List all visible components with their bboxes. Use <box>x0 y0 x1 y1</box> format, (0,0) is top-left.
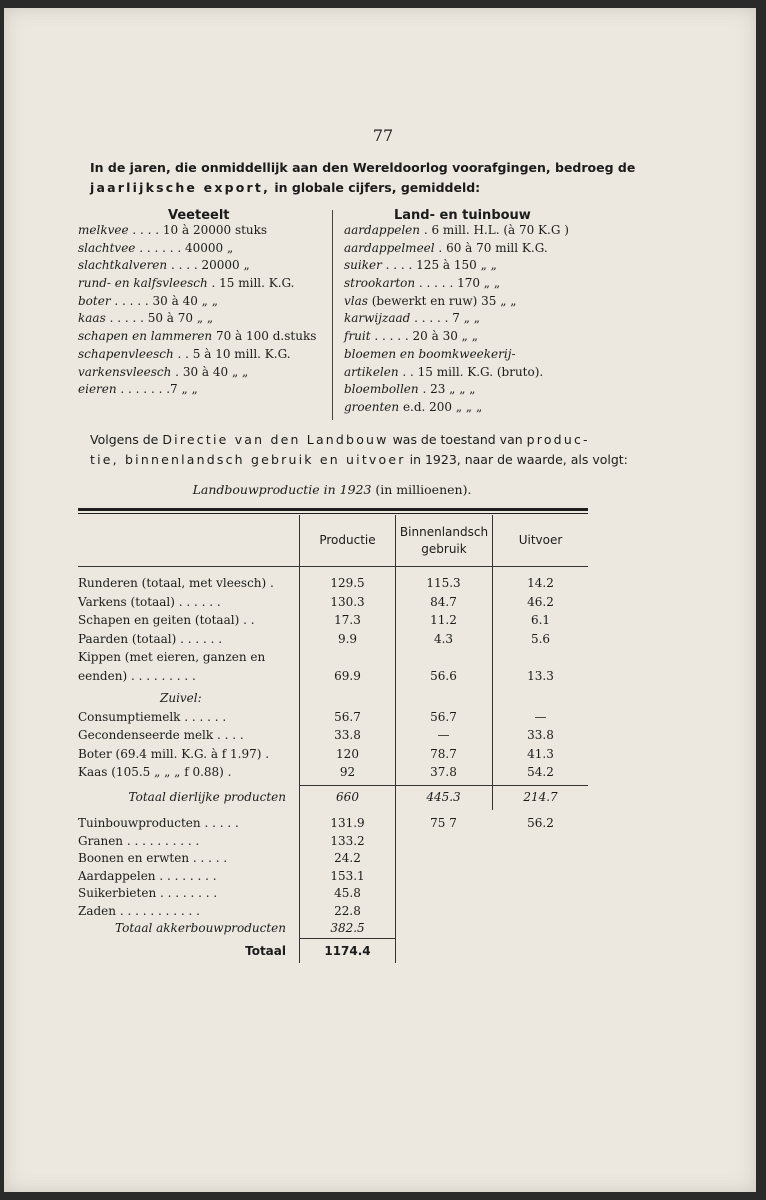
veeteelt-item-value: 5 à 10 mill. K.G. <box>188 346 291 361</box>
table-cell-u: 33.8 <box>527 728 554 742</box>
veeteelt-item-dots: . . . . . <box>110 293 149 308</box>
table-row-label: Paarden (totaal) . . . . . . <box>78 631 223 646</box>
intro-line-2 <box>90 178 590 198</box>
caption-italic: Landbouwproductie in 1923 <box>192 482 372 497</box>
table-cell-b: 75 7 <box>430 816 457 830</box>
table-cell-p: 153.1 <box>330 868 365 883</box>
table-row-label: Aardappelen . . . . . . . . <box>78 868 217 883</box>
veeteelt-item-name: eieren <box>78 382 117 397</box>
veeteelt-item-name: schapenvleesch <box>78 346 174 361</box>
table-cell-u: 54.2 <box>527 765 554 779</box>
tuinbouw-item <box>344 328 594 346</box>
table-row-label: Varkens (totaal) . . . . . . <box>78 594 221 609</box>
tuinbouw-item-value: e.d. 200 „ „ „ <box>399 399 483 414</box>
table-row-label: Gecondenseerde melk . . . . <box>78 728 244 742</box>
p2-end: in 1923, naar de waarde, als volgt: <box>405 452 628 467</box>
table-cell-p: 130.3 <box>330 594 365 609</box>
table-cell-p: 382.5 <box>330 921 365 935</box>
veeteelt-item-dots: . . . . . <box>105 311 144 326</box>
veeteelt-list <box>78 222 328 399</box>
tuinbouw-item-name: aardappelmeel <box>344 240 435 255</box>
veeteelt-item-value: 30 à 40 „ „ <box>148 293 218 308</box>
table-cell-u: 5.6 <box>530 631 551 646</box>
second-paragraph-line-1 <box>90 430 600 450</box>
p1-end: was de toestand van <box>388 432 527 447</box>
p1: Volgens de <box>90 432 163 447</box>
table-cell-p: 120 <box>336 746 359 761</box>
veeteelt-item <box>78 346 328 364</box>
tuinbouw-item <box>344 381 594 399</box>
total-rule <box>300 938 395 939</box>
tuinbouw-item-dots: . . . . <box>381 258 413 273</box>
table-top-rule <box>78 508 588 511</box>
veeteelt-header: Veeteelt <box>168 208 230 223</box>
tuinbouw-item-value: 23 „ „ „ <box>426 382 476 397</box>
page-number: 77 <box>372 126 394 145</box>
table-row-label: Granen . . . . . . . . . . <box>78 833 200 848</box>
tuinbouw-item <box>344 399 594 417</box>
veeteelt-item <box>78 364 328 382</box>
tuinbouw-item-value: 20 à 30 „ „ <box>408 329 478 344</box>
table-row-label: Boter (69.4 mill. K.G. à f 1.97) . <box>78 746 270 761</box>
tuinbouw-item-name: fruit <box>344 329 371 344</box>
tuinbouw-item-name: vlas <box>344 293 368 308</box>
tuinbouw-item <box>344 240 594 258</box>
tuinbouw-item <box>344 222 594 240</box>
intro-line-1: In de jaren, die onmiddellijk aan den Wereldoorlog voorafgingen, bedroeg de <box>90 160 636 175</box>
veeteelt-item-dots: . . . . . . <box>135 240 182 255</box>
table-cell-u: 46.2 <box>527 594 554 609</box>
table-cell-p: 17.3 <box>334 613 361 627</box>
table-cell-u: 214.7 <box>523 789 558 804</box>
tuinbouw-item-dots: . . . . . <box>410 311 449 326</box>
tuinbouw-item-name: artikelen <box>344 364 399 379</box>
veeteelt-item-value: 70 à 100 d.stuks <box>212 329 317 344</box>
tuinbouw-item-value: 170 „ „ <box>453 276 501 291</box>
veeteelt-item-name: slachtkalveren <box>78 258 168 273</box>
table-row-label: Zaden . . . . . . . . . . . <box>78 903 200 918</box>
veeteelt-item-value: 50 à 70 „ „ <box>143 311 214 326</box>
veeteelt-item <box>78 275 328 293</box>
veeteelt-item-value: 10 à 20000 stuks <box>159 223 268 237</box>
tuinbouw-item-name: groenten <box>344 399 400 414</box>
table-cell-p: 24.2 <box>334 851 361 865</box>
tuinbouw-item-dots: . . <box>398 364 414 379</box>
table-row-label: Suikerbieten . . . . . . . . <box>78 886 218 900</box>
table-cell-b: 4.3 <box>433 631 454 646</box>
table-row-label: Boonen en erwten . . . . . <box>78 851 228 865</box>
tuinbouw-item-name: karwijzaad <box>344 311 411 326</box>
table-cell-p: 9.9 <box>337 631 358 646</box>
table-cell-u: 41.3 <box>527 746 554 761</box>
caption-rest: (in millioenen). <box>371 482 472 497</box>
table-cell-p: 22.8 <box>334 903 361 918</box>
tuinbouw-item-value: 6 mill. H.L. (à 70 K.G ) <box>427 223 569 237</box>
tuinbouw-item-value: (bewerkt en ruw) 35 „ „ <box>367 293 517 308</box>
tuinbouw-item-dots: . <box>418 382 427 397</box>
veeteelt-item-name: kaas <box>78 311 106 326</box>
tuinbouw-item <box>344 310 594 328</box>
table-row-label: Consumptiemelk . . . . . . <box>78 709 227 724</box>
table-caption <box>0 482 664 497</box>
table-cell-u: 56.2 <box>527 816 554 830</box>
tuinbouw-header: Land- en tuinbouw <box>394 208 531 223</box>
column-separator <box>332 210 333 420</box>
veeteelt-item-dots: . . . . <box>167 258 198 273</box>
veeteelt-item-dots: . . <box>173 346 189 361</box>
tuinbouw-item-value: 15 mill. K.G. (bruto). <box>413 364 544 379</box>
table-cell-p: 92 <box>339 765 356 779</box>
tuinbouw-item-name: strookarton <box>344 276 416 291</box>
veeteelt-item-value: 20000 „ <box>197 258 250 273</box>
tuinbouw-item-name: bloembollen <box>344 382 419 397</box>
veeteelt-item-dots: . <box>171 364 179 379</box>
zuivel-label: Zuivel: <box>160 691 202 705</box>
table-cell-p: 33.8 <box>334 728 361 742</box>
table-cell-p: 45.8 <box>334 886 361 900</box>
table-cell-u: 13.3 <box>527 668 554 683</box>
table-row-label: Kippen (met eieren, ganzen en <box>78 650 266 664</box>
veeteelt-item-value: 7 „ „ <box>170 382 198 397</box>
table-row-label: Totaal akkerbouwproducten <box>115 921 286 935</box>
tuinbouw-item-name: aardappelen <box>344 223 421 237</box>
table-cell-p: 133.2 <box>330 833 365 848</box>
table-cell-b: 56.6 <box>430 668 457 683</box>
table-cell-p: 56.7 <box>334 709 361 724</box>
table-cell-p: 69.9 <box>334 668 361 683</box>
table-row-label: Kaas (105.5 „ „ „ f 0.88) . <box>78 765 232 779</box>
col-header-uitvoer: Uitvoer <box>518 533 563 547</box>
table-cell-p: 660 <box>336 789 359 804</box>
subtotal-rule <box>300 785 588 786</box>
table-row-label: Totaal dierlijke producten <box>128 789 286 804</box>
tuinbouw-item-value: 60 à 70 mill K.G. <box>442 240 548 255</box>
tuinbouw-item-dots: . <box>434 240 443 255</box>
table-cell-u: 6.1 <box>530 613 551 627</box>
second-paragraph-line-2 <box>90 450 628 470</box>
table-cell-b: 11.2 <box>430 613 457 627</box>
veeteelt-item <box>78 222 328 240</box>
intro-line-2-rest: in globale cijfers, gemiddeld: <box>270 180 481 195</box>
table-row-label: eenden) . . . . . . . . . <box>78 668 196 683</box>
veeteelt-item <box>78 257 328 275</box>
table-cell-b: 115.3 <box>426 576 461 590</box>
veeteelt-item-name: melkvee <box>78 223 129 237</box>
veeteelt-item <box>78 381 328 399</box>
veeteelt-item-dots: . . . . . . . <box>116 382 171 397</box>
table-row-label: Tuinbouwproducten . . . . . <box>78 816 239 830</box>
tuinbouw-item <box>344 364 594 382</box>
veeteelt-item <box>78 293 328 311</box>
table-row-label: Schapen en geiten (totaal) . . <box>78 613 255 627</box>
table-header-rule <box>78 566 588 567</box>
second-paragraph <box>90 430 628 470</box>
veeteelt-item <box>78 310 328 328</box>
table-cell-b: 37.8 <box>430 765 457 779</box>
tuinbouw-item-name: suiker <box>344 258 382 273</box>
veeteelt-item-dots: . . . . <box>128 223 160 237</box>
table-row-label: Runderen (totaal, met vleesch) . <box>78 576 274 590</box>
p2-spaced: tie, binnenlandsch gebruik en uitvoer <box>90 452 406 467</box>
veeteelt-item-value: 40000 „ <box>181 240 234 255</box>
table-cell-u: — <box>534 709 547 724</box>
tuinbouw-item <box>344 275 594 293</box>
col-header-productie: Productie <box>319 533 376 547</box>
veeteelt-item <box>78 240 328 258</box>
veeteelt-item-value: 30 à 40 „ „ <box>179 364 249 379</box>
tuinbouw-item-dots: . . . . . <box>370 329 409 344</box>
intro-spaced-text: jaarlijksche export, <box>90 180 271 195</box>
table-cell-p: 129.5 <box>330 576 365 590</box>
col-header-binnenlandsch: Binnenlandsch gebruik <box>399 525 489 556</box>
table-cell-b: 56.7 <box>430 709 457 724</box>
table-cell-b: 445.3 <box>426 789 461 804</box>
table-cell-b: — <box>437 728 450 742</box>
table-row-label: Totaal <box>245 943 286 958</box>
tuinbouw-item <box>344 257 594 275</box>
table-top-rule-thin <box>78 513 588 514</box>
tuinbouw-item-dots: . <box>420 223 428 237</box>
tuinbouw-item-value: 7 „ „ <box>448 311 480 326</box>
tuinbouw-item-value: 125 à 150 „ „ <box>412 258 497 273</box>
intro-paragraph <box>90 158 636 198</box>
veeteelt-item <box>78 328 328 346</box>
tuinbouw-item <box>344 346 594 364</box>
table-cell-p: 1174.4 <box>324 943 371 958</box>
veeteelt-item-name: slachtvee <box>78 240 136 255</box>
tuinbouw-item <box>344 293 594 311</box>
veeteelt-item-name: varkensvleesch <box>78 364 172 379</box>
p1-spaced: Directie van den Landbouw <box>162 432 389 447</box>
veeteelt-item-name: boter <box>78 293 111 308</box>
veeteelt-item-name: rund- en kalfsvleesch <box>78 276 208 291</box>
veeteelt-item-dots: . <box>207 276 216 291</box>
tuinbouw-item-dots: . . . . . <box>415 276 454 291</box>
table-cell-b: 84.7 <box>430 594 457 609</box>
p1-spaced2: produc- <box>526 432 590 447</box>
table-cell-b: 78.7 <box>430 746 457 761</box>
table-cell-p: 131.9 <box>330 816 365 830</box>
tuinbouw-item-name: bloemen en boomkweekerij- <box>344 346 516 361</box>
tuinbouw-list <box>344 222 594 417</box>
veeteelt-item-value: 15 mill. K.G. <box>215 276 295 291</box>
veeteelt-item-name: schapen en lammeren <box>78 329 213 344</box>
table-cell-u: 14.2 <box>527 576 554 590</box>
